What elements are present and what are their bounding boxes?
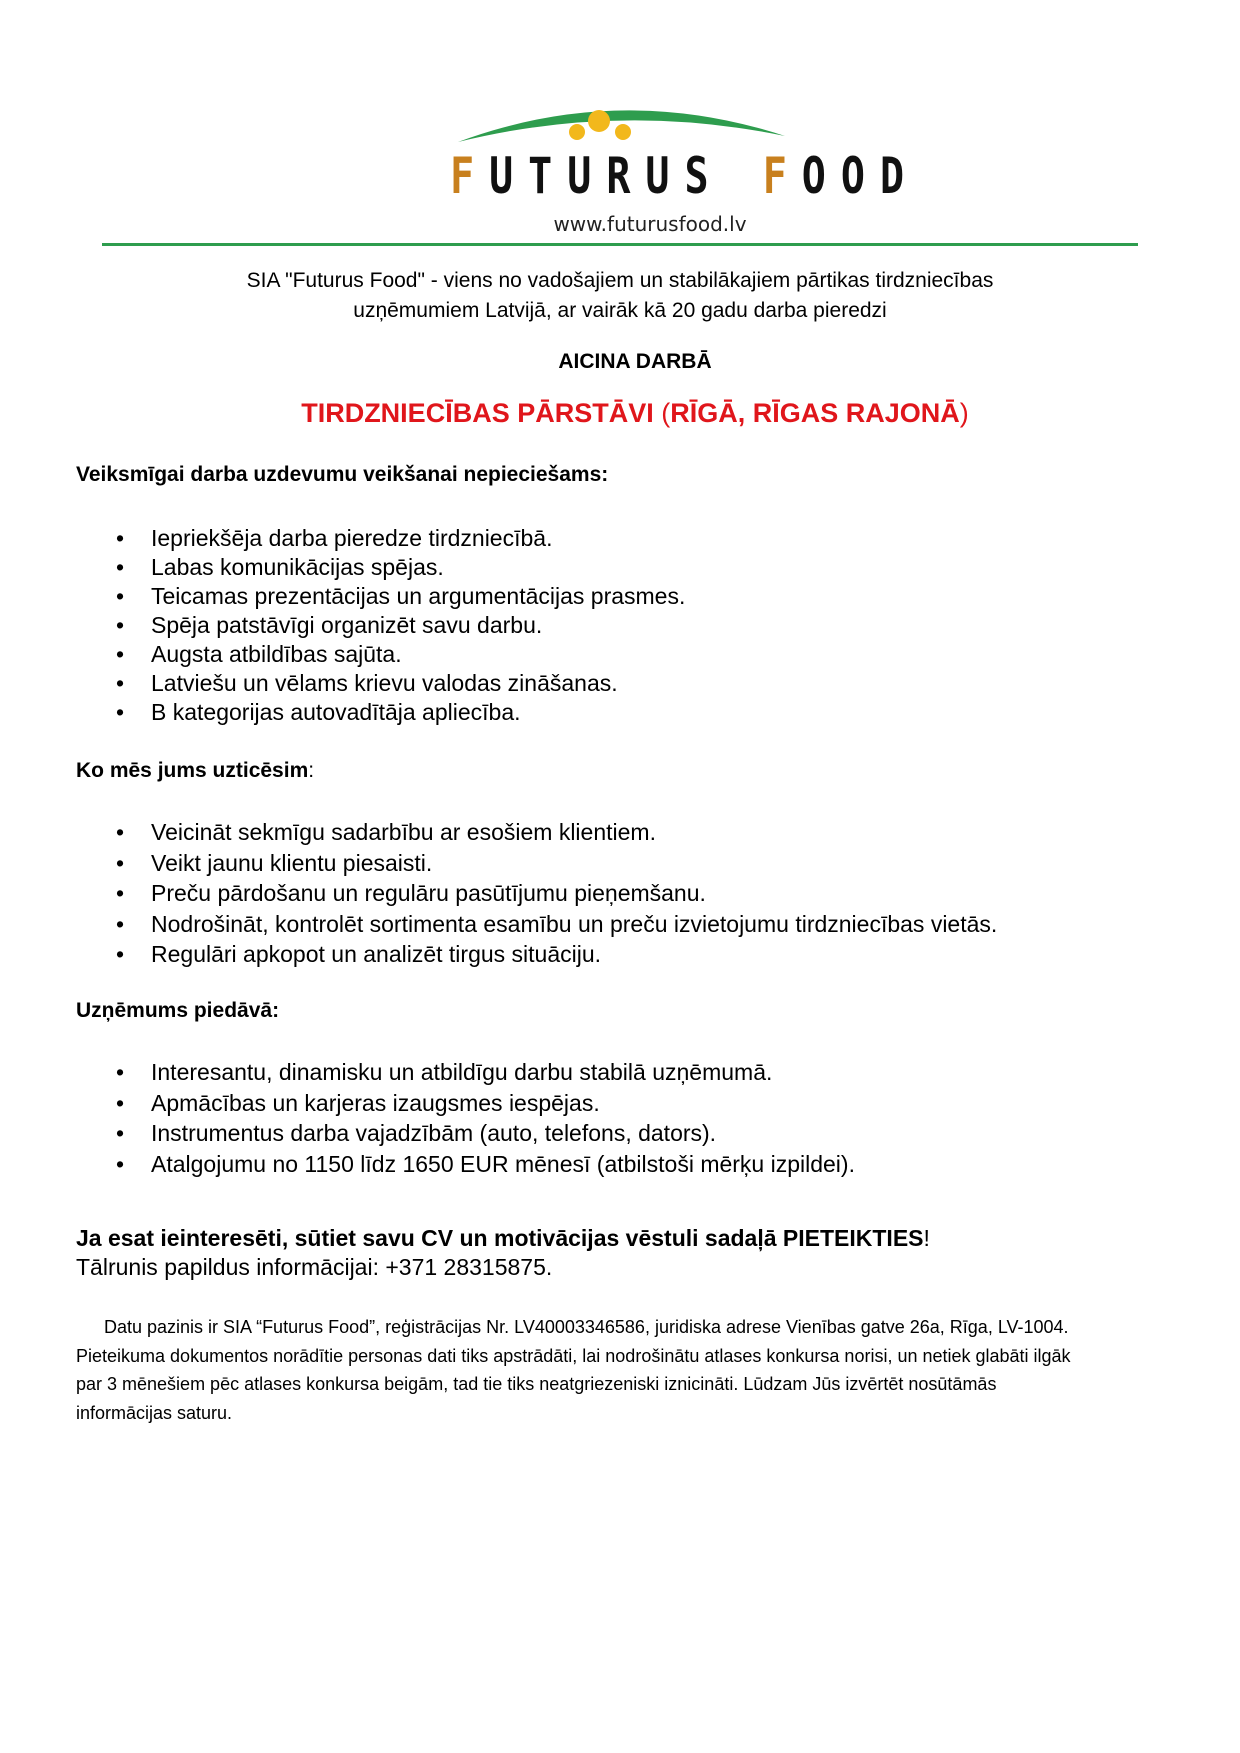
requirements-list xyxy=(76,524,1156,727)
header-divider xyxy=(102,243,1138,246)
company-logo xyxy=(450,100,920,206)
list-item: • Nodrošināt, kontrolēt sortimenta esamību un preču izvietojumu tirdzniecības vietās. xyxy=(76,909,1156,940)
list-item: • Latviešu un vēlams krievu valodas zināšanas. xyxy=(76,669,1156,698)
list-item: • Instrumentus darba vajadzībām (auto, telefons, dators). xyxy=(76,1118,1156,1149)
requirements-heading: Veiksmīgai darba uzdevumu veikšanai nepieciešams: xyxy=(76,463,609,486)
list-item: • Labas komunikācijas spējas. xyxy=(76,553,1156,582)
position-name: TIRDZNIECĪBAS PĀRSTĀVI xyxy=(301,398,654,428)
list-item: • Regulāri apkopot un analizēt tirgus situāciju. xyxy=(76,939,1156,970)
cta-apply-line: Ja esat ieinteresēti, sūtiet savu CV un motivācijas vēstuli sadaļā PIETEIKTIES! xyxy=(76,1225,930,1251)
list-item: • Veicināt sekmīgu sadarbību ar esošiem klientiem. xyxy=(76,817,1156,848)
intro-line-1: SIA "Futurus Food" - viens no vadošajiem un stabilākajiem pārtikas tirdzniecības xyxy=(246,269,994,292)
privacy-notice: Datu pazinis ir SIA “Futurus Food”, reģistrācijas Nr. LV40003346586, juridiska adrese Vienības gatve 26a, Rīga, LV-1004. Pieteikuma dokumentos norādītie personas dati tiks apstrādāti, lai nodrošinātu atlases konkursa norisi, un netiek glabāti ilgāk par 3 mēnešiem pēc atlases konkursa beigām, tad tie tiks neatgriezeniski iznicināti. Lūdzam Jūs izvērtēt nosūtāmās informācijas saturu. xyxy=(76,1317,1071,1423)
list-item: • Atalgojumu no 1150 līdz 1650 EUR mēnesī (atbilstoši mērķu izpildei). xyxy=(76,1149,1156,1180)
list-item: • Preču pārdošanu un regulāru pasūtījumu pieņemšanu. xyxy=(76,878,1156,909)
list-item: • Spēja patstāvīgi organizēt savu darbu. xyxy=(76,611,1156,640)
offer-list xyxy=(76,1057,1156,1179)
position-location: RĪGĀ, RĪGAS RAJONĀ xyxy=(670,398,960,428)
list-item: • B kategorijas autovadītāja apliecība. xyxy=(76,698,1156,727)
list-item: • Apmācības un karjeras izaugsmes iespējas. xyxy=(76,1088,1156,1119)
offer-heading: Uzņēmums piedāvā: xyxy=(76,999,280,1022)
intro-line-2: uzņēmumiem Latvijā, ar vairāk kā 20 gadu darba pieredzi xyxy=(353,299,887,322)
list-item: • Teicamas prezentācijas un argumentācijas prasmes. xyxy=(76,582,1156,611)
list-item: • Veikt jaunu klientu piesaisti. xyxy=(76,848,1156,879)
list-item: • Iepriekšēja darba pieredze tirdzniecībā. xyxy=(76,524,1156,553)
list-item: • Interesantu, dinamisku un atbildīgu darbu stabilā uzņēmumā. xyxy=(76,1057,1156,1088)
company-intro xyxy=(100,266,1140,326)
website-link[interactable]: www.futurusfood.lv xyxy=(553,212,747,236)
duties-heading: Ko mēs jums uzticēsim: xyxy=(76,759,315,782)
invite-heading: AICINA DARBĀ xyxy=(558,350,712,373)
cta-phone-line: Tālrunis papildus informācijai: +371 28315875. xyxy=(76,1254,553,1280)
position-title: TIRDZNIECĪBAS PĀRSTĀVI (RĪGĀ, RĪGAS RAJONĀ) xyxy=(301,398,969,428)
duties-list xyxy=(76,817,1156,970)
list-item: • Augsta atbildības sajūta. xyxy=(76,640,1156,669)
logo-wordmark: FUTURUS FOOD xyxy=(450,148,920,206)
call-to-action xyxy=(76,1224,930,1282)
